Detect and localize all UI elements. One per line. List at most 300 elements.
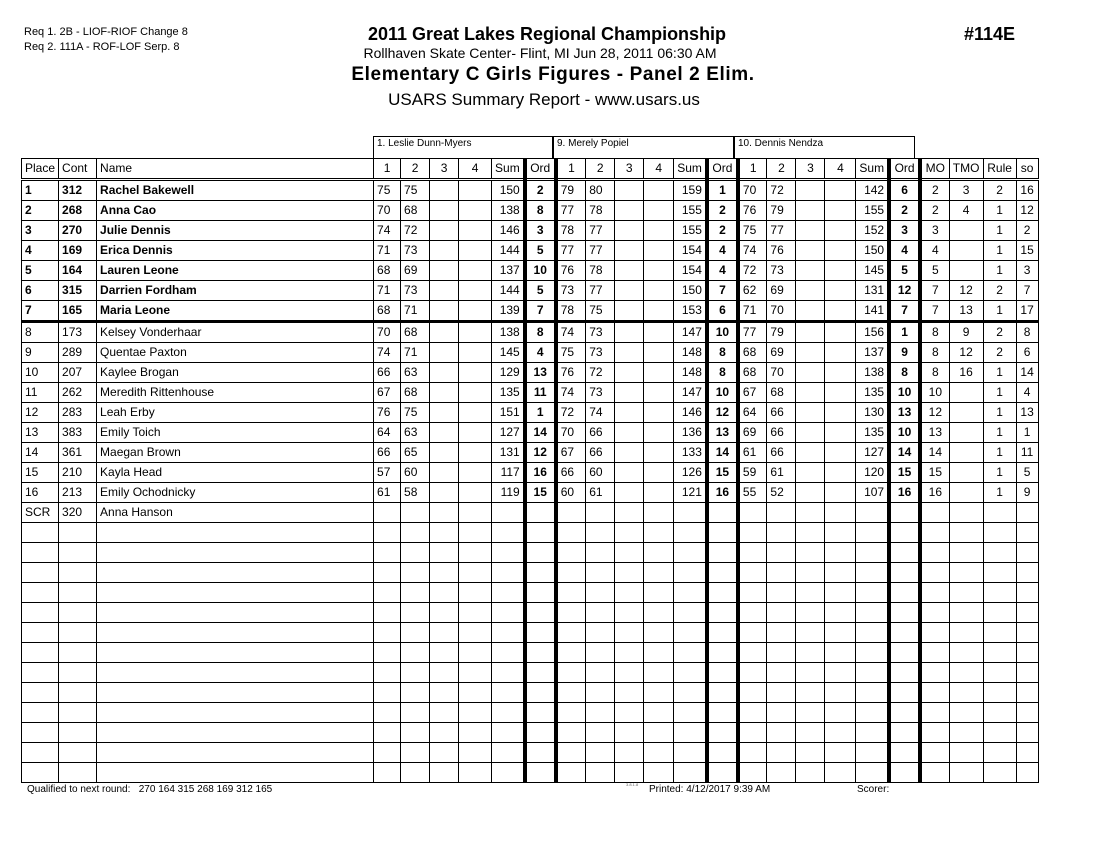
score-cell: [430, 423, 459, 443]
empty-cell: [644, 643, 674, 663]
empty-cell: [707, 543, 738, 563]
empty-cell: [856, 603, 889, 623]
rule-cell: 1: [983, 201, 1016, 221]
empty-cell: [459, 743, 492, 763]
col-j1-f3: 3: [430, 159, 459, 180]
score-cell: [615, 383, 644, 403]
name-cell: Julie Dennis: [97, 221, 374, 241]
empty-cell: [97, 543, 374, 563]
empty-cell: [401, 643, 430, 663]
empty-cell: [920, 563, 949, 583]
empty-cell: [767, 743, 796, 763]
so-cell: 12: [1016, 201, 1038, 221]
score-cell: 68: [738, 343, 767, 363]
empty-cell: [525, 543, 556, 563]
table-row: [22, 301, 1039, 322]
tmo-cell: [949, 261, 983, 281]
empty-cell: [889, 743, 920, 763]
empty-cell: [983, 563, 1016, 583]
score-cell: [825, 483, 856, 503]
qualified-label: Qualified to next round:: [27, 784, 131, 795]
printed-timestamp: Printed: 4/12/2017 9:39 AM: [649, 784, 771, 795]
rule-cell: 2: [983, 343, 1016, 363]
rule-cell: 1: [983, 403, 1016, 423]
sum-cell: 144: [492, 241, 525, 261]
cont-cell: 262: [59, 383, 97, 403]
empty-cell: [615, 743, 644, 763]
empty-row: [22, 643, 1039, 663]
col-j3-f3: 3: [796, 159, 825, 180]
empty-cell: [796, 763, 825, 783]
empty-cell: [492, 743, 525, 763]
place-cell: 9: [22, 343, 59, 363]
score-cell: [430, 363, 459, 383]
empty-cell: [738, 763, 767, 783]
score-cell: [430, 241, 459, 261]
score-cell: 68: [401, 201, 430, 221]
score-cell: [615, 343, 644, 363]
name-cell: Maegan Brown: [97, 443, 374, 463]
empty-cell: [644, 543, 674, 563]
score-cell: [825, 363, 856, 383]
score-cell: 70: [767, 301, 796, 322]
score-cell: [586, 503, 615, 523]
empty-cell: [1016, 643, 1038, 663]
tmo-cell: [949, 483, 983, 503]
empty-cell: [674, 583, 707, 603]
col-j3-ord: Ord: [889, 159, 920, 180]
place-cell: 4: [22, 241, 59, 261]
empty-cell: [983, 543, 1016, 563]
score-cell: [644, 503, 674, 523]
empty-cell: [738, 683, 767, 703]
empty-cell: [22, 563, 59, 583]
empty-cell: [459, 523, 492, 543]
empty-cell: [556, 703, 586, 723]
empty-cell: [459, 763, 492, 783]
rule-cell: 1: [983, 443, 1016, 463]
empty-cell: [374, 523, 401, 543]
score-cell: [615, 180, 644, 201]
empty-cell: [615, 683, 644, 703]
table-row: [22, 201, 1039, 221]
place-cell: 6: [22, 281, 59, 301]
score-cell: [459, 201, 492, 221]
event-number: #114E: [964, 24, 1016, 44]
empty-cell: [644, 763, 674, 783]
empty-cell: [401, 563, 430, 583]
score-cell: [459, 241, 492, 261]
empty-cell: [983, 523, 1016, 543]
empty-cell: [674, 623, 707, 643]
empty-cell: [22, 603, 59, 623]
ordinal-cell: 4: [707, 261, 738, 281]
ordinal-cell: 3: [889, 221, 920, 241]
score-cell: [644, 423, 674, 443]
empty-cell: [825, 723, 856, 743]
empty-cell: [401, 703, 430, 723]
empty-cell: [707, 663, 738, 683]
score-cell: 72: [767, 180, 796, 201]
score-cell: [644, 363, 674, 383]
ordinal-cell: 14: [889, 443, 920, 463]
sum-cell: 131: [492, 443, 525, 463]
mo-cell: 10: [920, 383, 949, 403]
empty-cell: [525, 683, 556, 703]
empty-cell: [796, 543, 825, 563]
table-row: [22, 322, 1039, 343]
empty-cell: [1016, 583, 1038, 603]
ordinal-cell: 15: [889, 463, 920, 483]
empty-cell: [525, 563, 556, 583]
score-cell: [459, 281, 492, 301]
ordinal-cell: 5: [525, 241, 556, 261]
score-cell: 55: [738, 483, 767, 503]
empty-cell: [59, 763, 97, 783]
empty-cell: [856, 743, 889, 763]
empty-cell: [586, 703, 615, 723]
mo-cell: 2: [920, 201, 949, 221]
table-row: [22, 483, 1039, 503]
score-cell: 64: [738, 403, 767, 423]
empty-row: [22, 743, 1039, 763]
empty-cell: [920, 523, 949, 543]
header-row: [22, 159, 1039, 180]
score-cell: 66: [374, 363, 401, 383]
empty-cell: [674, 743, 707, 763]
empty-cell: [556, 723, 586, 743]
empty-cell: [889, 763, 920, 783]
score-cell: 58: [401, 483, 430, 503]
empty-cell: [430, 703, 459, 723]
score-cell: 64: [374, 423, 401, 443]
score-cell: 57: [374, 463, 401, 483]
empty-cell: [374, 583, 401, 603]
empty-cell: [430, 583, 459, 603]
empty-cell: [707, 723, 738, 743]
ordinal-cell: 10: [525, 261, 556, 281]
empty-cell: [796, 583, 825, 603]
sum-cell: 146: [674, 403, 707, 423]
score-cell: 66: [556, 463, 586, 483]
score-cell: [644, 301, 674, 322]
empty-cell: [586, 563, 615, 583]
empty-cell: [459, 683, 492, 703]
sum-cell: 145: [492, 343, 525, 363]
so-cell: 15: [1016, 241, 1038, 261]
rule-cell: 1: [983, 221, 1016, 241]
score-cell: 65: [401, 443, 430, 463]
ordinal-cell: 15: [707, 463, 738, 483]
table-row: [22, 221, 1039, 241]
sum-cell: 150: [856, 241, 889, 261]
cont-cell: 361: [59, 443, 97, 463]
score-cell: [825, 503, 856, 523]
ordinal-cell: 4: [707, 241, 738, 261]
empty-cell: [825, 683, 856, 703]
empty-cell: [586, 663, 615, 683]
sum-cell: 117: [492, 463, 525, 483]
score-cell: 70: [767, 363, 796, 383]
sum-cell: [674, 503, 707, 523]
empty-cell: [856, 683, 889, 703]
ordinal-cell: 12: [525, 443, 556, 463]
score-cell: [459, 403, 492, 423]
ordinal-cell: 10: [889, 423, 920, 443]
sum-cell: 148: [674, 363, 707, 383]
empty-cell: [856, 623, 889, 643]
score-cell: 75: [401, 180, 430, 201]
empty-cell: [374, 663, 401, 683]
empty-cell: [59, 703, 97, 723]
empty-cell: [1016, 683, 1038, 703]
name-cell: Kaylee Brogan: [97, 363, 374, 383]
score-cell: 72: [586, 363, 615, 383]
score-cell: 66: [767, 443, 796, 463]
empty-cell: [856, 583, 889, 603]
cont-cell: 320: [59, 503, 97, 523]
empty-cell: [615, 523, 644, 543]
score-cell: [796, 221, 825, 241]
score-cell: 73: [586, 343, 615, 363]
empty-cell: [767, 583, 796, 603]
score-cell: [556, 503, 586, 523]
score-cell: 69: [767, 281, 796, 301]
empty-cell: [949, 743, 983, 763]
score-cell: 75: [586, 301, 615, 322]
name-cell: Darrien Fordham: [97, 281, 374, 301]
empty-cell: [920, 663, 949, 683]
score-cell: 75: [374, 180, 401, 201]
empty-cell: [738, 543, 767, 563]
so-cell: [1016, 503, 1038, 523]
scorer-label: Scorer:: [857, 784, 890, 795]
score-cell: 61: [738, 443, 767, 463]
ordinal-cell: 2: [889, 201, 920, 221]
score-cell: 60: [586, 463, 615, 483]
empty-cell: [97, 663, 374, 683]
score-cell: 76: [738, 201, 767, 221]
score-cell: [615, 403, 644, 423]
empty-cell: [674, 523, 707, 543]
score-cell: [825, 322, 856, 343]
empty-cell: [586, 623, 615, 643]
score-cell: 70: [556, 423, 586, 443]
score-cell: 61: [374, 483, 401, 503]
empty-cell: [856, 723, 889, 743]
empty-cell: [674, 703, 707, 723]
empty-cell: [674, 543, 707, 563]
score-cell: 75: [738, 221, 767, 241]
empty-cell: [889, 603, 920, 623]
empty-cell: [796, 703, 825, 723]
score-cell: [796, 281, 825, 301]
so-cell: 2: [1016, 221, 1038, 241]
mo-cell: 3: [920, 221, 949, 241]
empty-cell: [556, 643, 586, 663]
score-cell: [459, 423, 492, 443]
ordinal-cell: 8: [889, 363, 920, 383]
score-cell: [644, 180, 674, 201]
table-row: [22, 403, 1039, 423]
empty-cell: [97, 523, 374, 543]
score-cell: [644, 201, 674, 221]
empty-cell: [97, 763, 374, 783]
score-cell: [796, 241, 825, 261]
empty-cell: [59, 643, 97, 663]
empty-cell: [644, 703, 674, 723]
empty-cell: [1016, 703, 1038, 723]
score-cell: [825, 281, 856, 301]
empty-cell: [22, 523, 59, 543]
empty-cell: [430, 523, 459, 543]
empty-cell: [949, 603, 983, 623]
sum-cell: 133: [674, 443, 707, 463]
empty-cell: [707, 683, 738, 703]
sum-cell: 135: [492, 383, 525, 403]
score-cell: [374, 503, 401, 523]
name-cell: Anna Cao: [97, 201, 374, 221]
empty-cell: [707, 643, 738, 663]
empty-cell: [796, 663, 825, 683]
empty-cell: [796, 743, 825, 763]
score-cell: 72: [401, 221, 430, 241]
mo-cell: 12: [920, 403, 949, 423]
empty-cell: [492, 523, 525, 543]
empty-cell: [374, 703, 401, 723]
score-cell: 70: [374, 201, 401, 221]
empty-cell: [920, 763, 949, 783]
empty-cell: [97, 643, 374, 663]
empty-cell: [796, 623, 825, 643]
col-so: so: [1016, 159, 1038, 180]
place-cell: SCR: [22, 503, 59, 523]
score-cell: [430, 322, 459, 343]
score-cell: 79: [767, 322, 796, 343]
empty-cell: [615, 703, 644, 723]
cont-cell: 270: [59, 221, 97, 241]
empty-cell: [459, 643, 492, 663]
empty-cell: [949, 763, 983, 783]
empty-cell: [889, 543, 920, 563]
empty-row: [22, 623, 1039, 643]
empty-cell: [983, 683, 1016, 703]
empty-cell: [556, 623, 586, 643]
empty-cell: [59, 543, 97, 563]
empty-cell: [889, 563, 920, 583]
empty-cell: [674, 663, 707, 683]
table-row: [22, 443, 1039, 463]
empty-cell: [1016, 663, 1038, 683]
score-cell: 66: [374, 443, 401, 463]
score-cell: 77: [586, 241, 615, 261]
venue-datetime: Rollhaven Skate Center- Flint, MI Jun 28, 2011 06:30 AM: [363, 45, 717, 61]
score-cell: [615, 503, 644, 523]
tmo-cell: 4: [949, 201, 983, 221]
score-cell: [796, 322, 825, 343]
empty-cell: [825, 563, 856, 583]
tmo-cell: [949, 443, 983, 463]
empty-row: [22, 703, 1039, 723]
score-cell: [430, 301, 459, 322]
score-cell: [825, 343, 856, 363]
score-cell: 79: [556, 180, 586, 201]
empty-cell: [401, 723, 430, 743]
score-cell: [644, 483, 674, 503]
empty-cell: [738, 563, 767, 583]
empty-cell: [920, 543, 949, 563]
ordinal-cell: 11: [525, 383, 556, 403]
empty-cell: [374, 643, 401, 663]
score-cell: 67: [738, 383, 767, 403]
empty-cell: [556, 763, 586, 783]
score-cell: [615, 322, 644, 343]
mo-cell: 2: [920, 180, 949, 201]
score-cell: 76: [556, 261, 586, 281]
rule-cell: 1: [983, 423, 1016, 443]
tmo-cell: [949, 423, 983, 443]
judge-2-label: 9. Merely Popiel: [553, 136, 734, 158]
empty-cell: [1016, 523, 1038, 543]
score-cell: 52: [767, 483, 796, 503]
sum-cell: 127: [492, 423, 525, 443]
empty-cell: [920, 643, 949, 663]
empty-cell: [586, 723, 615, 743]
empty-cell: [459, 723, 492, 743]
empty-cell: [889, 683, 920, 703]
score-cell: 68: [374, 301, 401, 322]
score-cell: [615, 201, 644, 221]
score-cell: [796, 201, 825, 221]
empty-cell: [525, 603, 556, 623]
score-cell: [796, 383, 825, 403]
empty-cell: [889, 623, 920, 643]
empty-cell: [22, 723, 59, 743]
col-j2-f4: 4: [644, 159, 674, 180]
score-cell: [796, 403, 825, 423]
ordinal-cell: [889, 503, 920, 523]
ordinal-cell: 5: [889, 261, 920, 281]
empty-cell: [674, 643, 707, 663]
empty-cell: [825, 643, 856, 663]
empty-cell: [707, 763, 738, 783]
score-cell: [401, 503, 430, 523]
score-cell: [825, 443, 856, 463]
empty-cell: [459, 663, 492, 683]
empty-cell: [825, 703, 856, 723]
score-cell: [615, 281, 644, 301]
empty-cell: [556, 523, 586, 543]
rule-cell: 2: [983, 180, 1016, 201]
empty-cell: [738, 583, 767, 603]
name-cell: Kelsey Vonderhaar: [97, 322, 374, 343]
empty-cell: [59, 563, 97, 583]
empty-cell: [374, 723, 401, 743]
empty-cell: [22, 763, 59, 783]
sum-cell: 154: [674, 241, 707, 261]
empty-cell: [22, 543, 59, 563]
empty-cell: [401, 663, 430, 683]
place-cell: 13: [22, 423, 59, 443]
empty-cell: [825, 603, 856, 623]
cont-cell: 383: [59, 423, 97, 443]
empty-cell: [767, 683, 796, 703]
ordinal-cell: 8: [525, 201, 556, 221]
empty-cell: [401, 743, 430, 763]
score-cell: 78: [586, 201, 615, 221]
score-cell: 74: [374, 343, 401, 363]
sum-cell: 151: [492, 403, 525, 423]
